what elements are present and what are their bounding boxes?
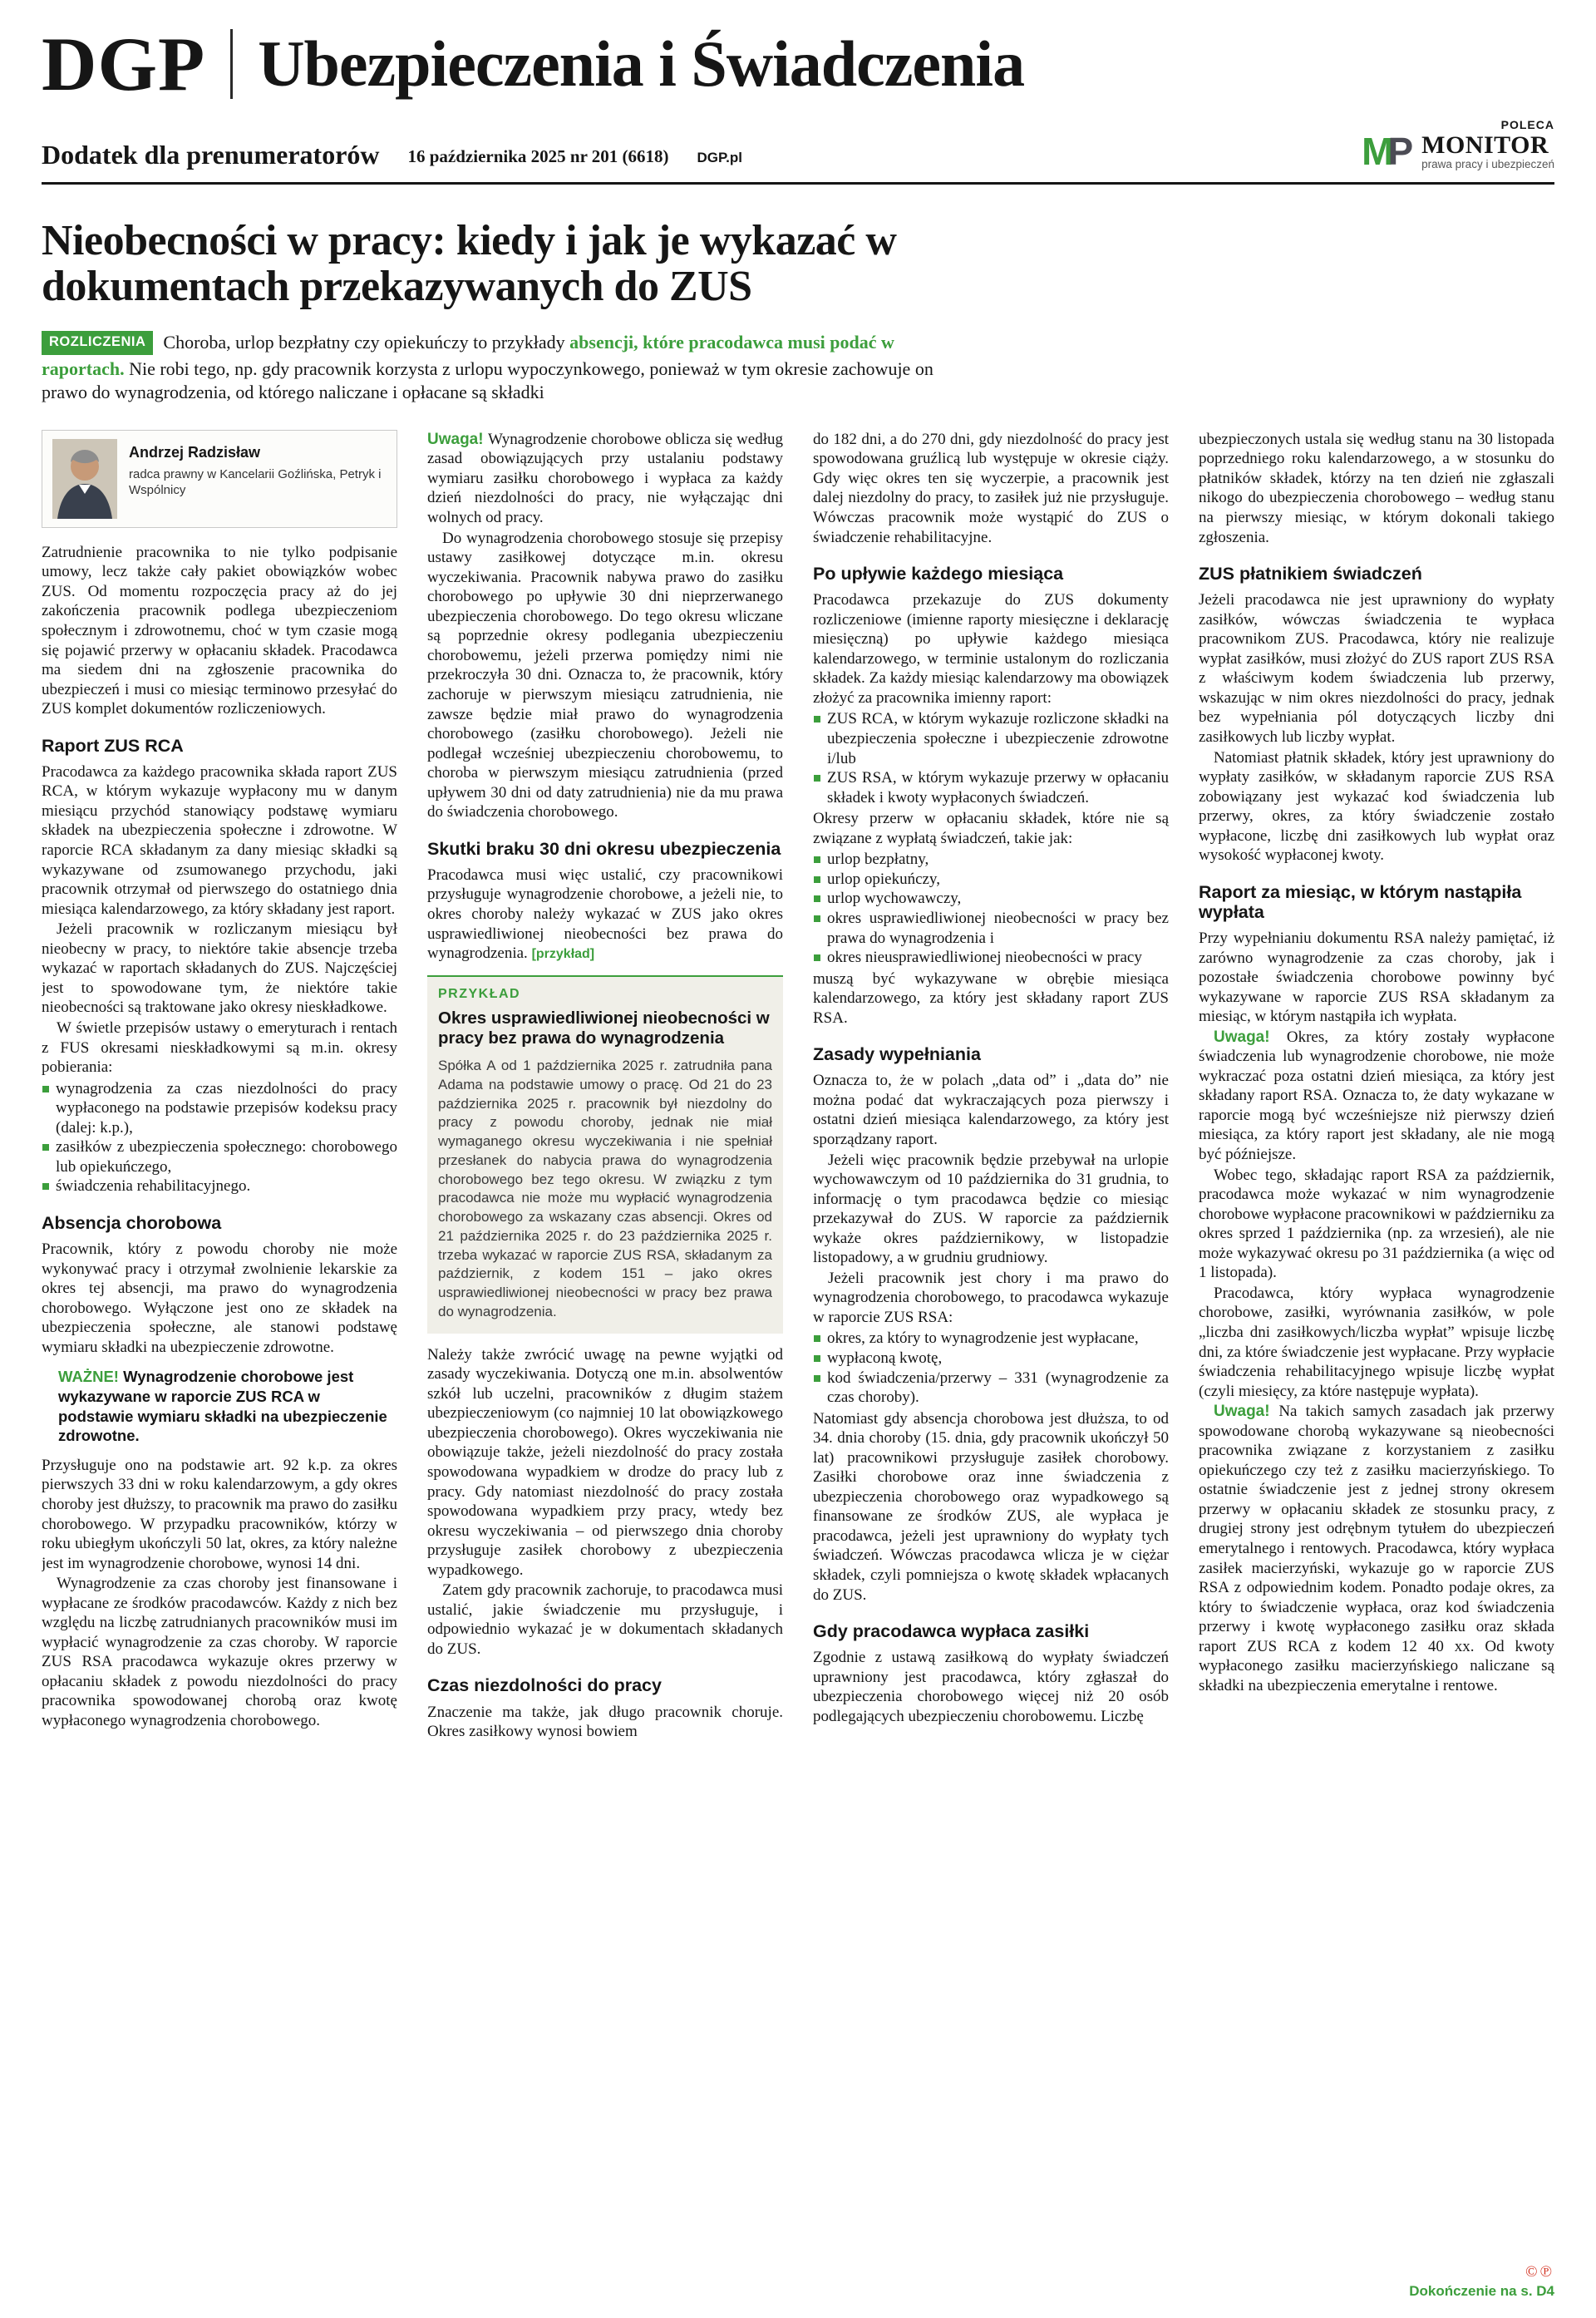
body-paragraph: Jeżeli więc pracownik będzie przebywał na urlopie wychowawczym od 10 października do 31 grudnia, to informację o tym pracodawca będzie co miesiąc przekazywał do ZUS. W raporcie za październik wykaże okres październikowy, w listopadzie listopadowy, a w grudniu grudniowy. <box>813 1151 1169 1267</box>
body-paragraph: Wobec tego, składając raport RSA za październik, pracodawca może wykazać w nim wynagrodzenie chorobowe wypłacone pracownikowi w październiku za okres sprzed 1 października (np. za wrzesień), ale nie może wykazywać okresu po 31 października (a więc od 1 listopada). <box>1199 1166 1554 1282</box>
masthead-divider <box>230 29 233 99</box>
page-footer <box>1409 2263 1554 2300</box>
website-label: DGP.pl <box>697 150 743 165</box>
bullet-item: zasiłków z ubezpieczenia społecznego: chorobowego lub opiekuńczego, <box>42 1137 397 1176</box>
body-paragraph: Zatrudnienie pracownika to nie tylko podpisanie umowy, lecz także cały pakiet obowiązków wobec ZUS. Od momentu rozpoczęcia pracy aż do jej zakończenia pracownik podlega ubezpieczeniom społecznym i zdrowotnemu, choć w tym czasie mogą się pojawić przerwy w opłacaniu składek. Pracodawca ma siedem dni na zgłoszenie pracownika do ubezpieczeń i musi co miesiąc terminowo przesyłać do ZUS komplet dokumentów rozliczeniowych. <box>42 543 397 718</box>
article-column-2 <box>427 430 783 2296</box>
masthead <box>42 20 1554 108</box>
body-paragraph: Do wynagrodzenia chorobowego stosuje się przepisy ustawy zasiłkowej dotyczące m.in. okresu wyczekiwania. Pracownik nabywa prawo do zasiłku chorobowego po upływie 30 dni nieprzerwanego ubezpieczenia chorobowego. Do tego okresu wliczane są poprzednie okresy podlegania ubezpieczeniu chorobowemu, jeżeli przerwa pomiędzy nimi nie przekroczyła 30 dni. Oznacza to, że pracownik, który zachoruje w pierwszym miesiącu zatrudnienia, nie zawsze będzie miał prawo do wynagrodzenia chorobowego (zasiłku chorobowego). Jeżeli nie podlegał wcześniej ubezpieczeniu chorobowemu, to choroba w pierwszym miesiącu zatrudnienia (przed upływem 30 dni od daty zatrudnienia) nie da mu prawa do świadczenia chorobowego. <box>427 529 783 821</box>
article-column-1 <box>42 430 397 2296</box>
monitor-logo-p-letter: P <box>1387 129 1414 173</box>
monitor-subtitle: prawa pracy i ubezpieczeń <box>1421 158 1554 170</box>
section-heading: ZUS płatnikiem świadczeń <box>1199 564 1422 584</box>
example-title: Okres usprawiedliwionej nieobecności w pracy bez prawa do wynagrodzenia <box>438 1008 770 1048</box>
body-paragraph: Natomiast płatnik składek, który jest uprawniony do wypłaty zasiłków, w składanym raporcie ZUS RSA zobowiązany jest wykazać kod świadczenia lub przerwy, okres, za który świadczenie zostało wypłacone, liczbę dni zasiłkowych lub wypłat oraz wysokość wypłaconej kwoty. <box>1199 748 1554 865</box>
author-name: Andrzej Radzisław <box>129 443 261 461</box>
bullet-list <box>42 1079 397 1196</box>
body-paragraph: Pracodawca przekazuje do ZUS dokumenty rozliczeniowe (imienne raporty miesięczne i deklarację miesięczną) po upływie każdego miesiąca kalendarzowego, w terminie ustalonym do rozliczania składek. Za każdy miesiąc kalendarzowy ma obowiązek złożyć za pracownika imienny raport: <box>813 591 1169 707</box>
section-heading: Skutki braku 30 dni okresu ubezpieczenia <box>427 838 781 859</box>
editor-note: Uwaga! Okres, za który zostały wypłacone świadczenia lub wynagrodzenie chorobowe, nie może wykraczać poza ostatni dzień miesiąca, za który jest składany raport RSA. Oznacza to, że daty wykazane w raporcie mogą być wcześniejsze niż pierwszy dzień miesiąca, za który raport jest składany, ale nie mogą być późniejsze. <box>1199 1028 1554 1164</box>
body-paragraph: muszą być wykazywane w obrębie miesiąca kalendarzowego, za który jest składany raport ZUS RSA. <box>813 969 1169 1027</box>
example-box <box>427 975 783 1334</box>
rights-icons <box>1409 2263 1554 2281</box>
issue-meta-row <box>42 118 1554 173</box>
bullet-item: urlop wychowawczy, <box>813 889 1169 909</box>
body-paragraph: Jeżeli pracownik w rozliczanym miesiącu był nieobecny w pracy, to niektóre takie absencje trzeba wykazać w raportach składanych do ZUS. Najczęściej jest to spowodowane tym, że niektóre takie nieobecności są traktowane jako okresy nieskładkowe. <box>42 920 397 1017</box>
monitor-logo-m-letter: M <box>1362 129 1394 173</box>
body-paragraph: Zatem gdy pracownik zachoruje, to pracodawca musi ustalić, jakie świadczenie mu przysługuje, i odpowiednio wykazać je w dokumentach składanych do ZUS. <box>427 1581 783 1658</box>
monitor-name: MONITOR <box>1421 131 1549 159</box>
section-heading: Absencja chorobowa <box>42 1212 222 1233</box>
article-lead <box>42 331 977 405</box>
note-label: Uwaga! <box>1214 1028 1287 1046</box>
example-reference: [przykład] <box>531 947 595 962</box>
example-text: Spółka A od 1 października 2025 r. zatrudniła pana Adama na podstawie umowy o pracę. Od 21 do 23 października 2025 r. pracownik był niezdolny do pracy z powodu choroby, jednak nie miał wymaganego okresu wyczekiwania i nie spełniał przesłanek do nabycia prawa do wynagrodzenia chorobowego bez tego okresu. W związku z tym pracodawca nie może mu wypłacić wynagrodzenia chorobowego za wskazany czas absencji. Okres od 21 października 2025 r. do 23 października 2025 r. trzeba wykazać w raporcie ZUS RSA, składanym za październik, z kodem 151 – jako okres usprawiedliwionej nieobecności w pracy bez prawa do wynagrodzenia. <box>438 1057 772 1319</box>
body-paragraph: Należy także zwrócić uwagę na pewne wyjątki od zasady wyczekiwania. Dotyczą one m.in. absolwentów szkół lub uczelni, pracowników z długim stażem ubezpieczeniowym (co najmniej 10 lat obowiązkowego ubezpieczenia chorobowego). Okres wyczekiwania nie obowiązuje także, jeżeli niezdolność do pracy została spowodowana wypadkiem w drodze do pracy lub z pracy. Gdy natomiast niezdolność do pracy została spowodowana wypadkiem przy pracy, wtedy bez okresu wyczekiwania – od pierwszego dnia choroby przysługuje zasiłek chorobowy z ubezpieczenia wypadkowego. <box>427 1345 783 1579</box>
body-paragraph: ubezpieczonych ustala się według stanu na 30 listopada poprzedniego roku kalendarzowego, a w stosunku do płatników składek, którzy na ten dzień nie zgłaszali nikogo do ubezpieczenia chorobowego – według stanu na pierwszy miesiąc, w którym dokonali takiego zgłoszenia. <box>1199 430 1554 546</box>
body-paragraph: Jeżeli pracodawca nie jest uprawniony do wypłaty zasiłków, wówczas świadczenia te wypłaca pracownikom ZUS. Pracodawca, który nie realizuje wypłat zasiłków, musi złożyć do ZUS raport ZUS RSA z właściwym kodem świadczenia lub przerwy, wskazując w nim okres niezdolności do pracy, jednak bez wypełniania pól dotyczących liczby dni zasiłkowych lub liczby wypłat. <box>1199 591 1554 747</box>
body-paragraph: Pracodawca, który wypłaca wynagrodzenie chorobowe, zasiłki, wyrównania zasiłków, w pole „liczba dni zasiłkowych/liczba wypłat” wpisuje liczbę dni, za które świadczenie jest wypłacane. Przy wypłacie świadczenia rehabilitacyjnego wpisuje liczbę wypłat (czyli miesięcy, za które następuje wypłata). <box>1199 1284 1554 1400</box>
column-blocks <box>1199 430 1554 1696</box>
column-blocks <box>42 543 397 1731</box>
author-box <box>42 430 397 528</box>
important-note: WAŻNE! Wynagrodzenie chorobowe jest wykazywane w raporcie ZUS RCA w podstawie wymiaru składki na ubezpieczenie zdrowotne. <box>58 1368 387 1445</box>
note-label: Uwaga! <box>427 430 488 448</box>
body-paragraph: Przy wypełnianiu dokumentu RSA należy pamiętać, iż zarówno wynagrodzenie za czas choroby, jak i pozostałe świadczenia chorobowe powinny być wykazywane w raporcie ZUS RSA składanym za miesiąc, w którym nastąpiła ich wypłata. <box>1199 930 1554 1026</box>
copyright-icon: © <box>1525 2263 1540 2281</box>
note-label: Uwaga! <box>1214 1403 1279 1421</box>
subscriber-note: Dodatek dla prenumeratorów <box>42 140 380 170</box>
editor-note: Uwaga! Wynagrodzenie chorobowe oblicza się według zasad obowiązujących przy ustalaniu podstawy wymiaru zasiłku chorobowego i wypłaca za każdy dzień niezdolności do pracy, nie wyłączając dni wolnych od pracy. <box>427 430 783 527</box>
section-heading: Czas niezdolności do pracy <box>427 1675 662 1696</box>
bullet-list <box>813 709 1169 807</box>
body-paragraph: Oznacza to, że w polach „data od” i „data do” nie można podać dat wykraczających poza pierwszy i ostatni dzień miesiąca kalendarzowego, za który jest sporządzany raport. <box>813 1072 1169 1148</box>
body-paragraph: Okresy przerw w opłacaniu składek, które nie są związane z wypłatą świadczeń, takie jak: <box>813 810 1169 847</box>
monitor-logo <box>1362 129 1554 173</box>
body-paragraph: W świetle przepisów ustawy o emeryturach i rentach z FUS okresami nieskładkowymi są m.in. okresy pobierania: <box>42 1018 397 1077</box>
body-paragraph: Przysługuje ono na podstawie art. 92 k.p. za okres pierwszych 33 dni w roku kalendarzowym, a gdy okres choroby jest dłuższy, to pracownik ma prawo do zasiłku chorobowego. W przypadku pracowników, którzy w roku ubiegłym ukończyli 50 lat, okres, za który należne jest im wynagrodzenie chorobowe, wynosi 14 dni. <box>42 1456 397 1572</box>
bullet-list <box>813 850 1169 967</box>
bullet-item: urlop opiekuńczy, <box>813 870 1169 890</box>
section-heading: Po upływie każdego miesiąca <box>813 564 1064 584</box>
section-heading: Zasady wypełniania <box>813 1044 981 1065</box>
bullet-item: świadczenia rehabilitacyjnego. <box>42 1176 397 1196</box>
important-label: WAŻNE! <box>58 1368 124 1386</box>
author-photo <box>52 439 117 519</box>
lead-text-pre: Choroba, urlop bezpłatny czy opiekuńczy to przykłady <box>163 332 570 353</box>
bullet-item: wypłaconą kwotę, <box>813 1349 1169 1369</box>
body-paragraph: Natomiast gdy absencja chorobowa jest dłuższa, to od 34. dnia choroby (15. dnia, gdy pracownik ukończył 50 lat) pracownikowi przysługuje zasiłek chorobowy. Zasiłki chorobowe oraz inne świadczenia z ubezpieczenia chorobowego oraz wypadkowego są finansowane ze środków ZUS, ale wypłaca je pracodawca, jeżeli jest uprawniony do wypłaty tych świadczeń. Wówczas pracodawca wlicza je w ciężar składek, czyli pomniejsza o kwotę składek wpłacanych do ZUS. <box>813 1409 1169 1604</box>
body-paragraph: do 182 dni, a do 270 dni, gdy niezdolność do pracy jest spowodowana gruźlicą lub występuje w okresie ciąży. Gdy więc okres ten się wyczerpie, a pracownik jest dalej niezdolny do pracy, to zasiłek już nie przysługuje. Wówczas pracownik może wystąpić do ZUS o świadczenie rehabilitacyjne. <box>813 430 1169 546</box>
section-heading: Gdy pracodawca wypłaca zasiłki <box>813 1621 1090 1642</box>
body-paragraph: Wynagrodzenie za czas choroby jest finansowane i wypłacane ze środków pracodawców. Każdy z nich bez względu na liczbę zatrudnianych pracowników musi im wypłacić wynagrodzenie za czas choroby. W raporcie ZUS RSA pracodawca wykazuje okres przerwy w opłacaniu składek z powodu niezdolności do pracy pracownika spowodowanej chorobą oraz kwotę wypłaconego wynagrodzenia chorobowego. <box>42 1575 397 1730</box>
body-paragraph: Zgodnie z ustawą zasiłkową do wypłaty świadczeń uprawniony jest pracodawca, który zgłaszał do ubezpieczenia chorobowego więcej niż 20 osób podlegających ubezpieczeniu chorobowemu. Liczbę <box>813 1649 1169 1725</box>
body-paragraph: Pracodawca za każdego pracownika składa raport ZUS RCA, w którym wykazuje wypłacony mu w danym miesiącu przychód stanowiący podstawę wymiaru składek na ubezpieczenia społeczne i zdrowotne. W raporcie RCA składanym za dany miesiąc składki są wykazywane od zsumowanego przychodu, jaki pracownik otrzymał od pierwszego do ostatniego dnia miesiąca kalendarzowego, za który składany jest raport. <box>42 762 397 918</box>
bullet-item: okres usprawiedliwionej nieobecności w pracy bez prawa do wynagrodzenia i <box>813 909 1169 948</box>
bullet-item: okres, za który to wynagrodzenie jest wypłacane, <box>813 1329 1169 1349</box>
article-column-3 <box>813 430 1169 2296</box>
column-blocks <box>813 430 1169 1727</box>
body-paragraph: Pracownik, który z powodu choroby nie może wykonywać pracy i otrzymał zwolnienie lekarskie za okres tej absencji, ma prawo do wynagrodzenia chorobowego. Wyłączone jest ono ze składek na ubezpieczenia społeczne, ale stanowi podstawę wymiaru składki na ubezpieczenie zdrowotne. <box>42 1240 397 1356</box>
article-column-4 <box>1199 430 1554 2296</box>
header-rule <box>42 182 1554 185</box>
bullet-item: ZUS RSA, w którym wykazuje przerwy w opłacaniu składek i kwoty wypłaconych świadczeń. <box>813 768 1169 807</box>
bullet-item: urlop bezpłatny, <box>813 850 1169 870</box>
section-heading: Raport ZUS RCA <box>42 735 184 756</box>
editor-note: Uwaga! Na takich samych zasadach jak przerwy spowodowane chorobą wykazywane są nieobecności pracownika związane z korzystaniem z zasiłku opiekuńczego czy też z zasiłku macierzyńskiego. To ostatnie świadczenie jest z jednej strony okresem przerwy w opłacaniu składek ze stosunku pracy, z drugiej strony jest odrębnym tytułem do ubezpieczeń emerytalnego i rentowych. Pracodawca, który wypłaca zasiłek macierzyński, wykazuje go w raporcie ZUS RSA z odpowiednim kodem. Ponadto podaje okres, za który to świadczenie wypłaca, oraz kod świadczenia przerwy i kwotę wypłaconego zasiłku oraz składa raport ZUS RCA z kodem 12 40 xx. Od kwoty wypłaconego zasiłku macierzyńskiego naliczane są składki na ubezpieczenia emerytalne i rentowe. <box>1199 1403 1554 1694</box>
author-role: radca prawny w Kancelarii Goźlińska, Petryk i Wspólnicy <box>129 466 382 498</box>
continuation-note: Dokończenie na s. D4 <box>1409 2283 1554 2299</box>
poleca-label: POLECA <box>1500 118 1554 131</box>
bullet-item: kod świadczenia/przerwy – 331 (wynagrodzenie za czas choroby). <box>813 1369 1169 1408</box>
lead-text-highlight: absencji, które pracodawca musi podać w raportach. <box>42 332 894 379</box>
article-body <box>42 430 1554 2296</box>
bullet-list <box>813 1329 1169 1407</box>
monitor-logo-text <box>1421 133 1554 170</box>
section-kicker: ROZLICZENIA <box>42 331 153 354</box>
lead-text-post: Nie robi tego, np. gdy pracownik korzysta z urlopu wypoczynkowego, ponieważ w tym okresie zachowuje on prawo do wynagrodzenia, od którego naliczane i opłacane są składki <box>42 358 933 403</box>
phonogram-rights-icon: ℗ <box>1539 2263 1554 2281</box>
bullet-item: ZUS RCA, w którym wykazuje rozliczone składki na ubezpieczenia społeczne i ubezpieczenie zdrowotne i/lub <box>813 709 1169 768</box>
partner-block <box>1362 118 1554 173</box>
author-text <box>129 439 387 499</box>
body-paragraph: Jeżeli pracownik jest chory i ma prawo do wynagrodzenia chorobowego, to pracodawca wykazuje w raporcie ZUS RSA: <box>813 1269 1169 1326</box>
article-headline: Nieobecności w pracy: kiedy i jak je wykazać w dokumentach przekazywanych do ZUS <box>42 217 897 311</box>
section-heading: Raport za miesiąc, w którym nastąpiła wypłata <box>1199 881 1522 922</box>
column-blocks <box>427 430 783 1742</box>
example-label: PRZYKŁAD <box>438 986 521 1001</box>
bullet-item: wynagrodzenia za czas niezdolności do pracy wypłaconego na podstawie przepisów kodeksu pracy (dalej: k.p.), <box>42 1079 397 1138</box>
dgp-logo: DGP <box>42 22 206 106</box>
supplement-title: Ubezpieczenia i Świadczenia <box>258 27 1025 100</box>
issue-info: 16 października 2025 nr 201 (6618) <box>407 146 669 166</box>
bullet-item: okres nieusprawiedliwionej nieobecności w pracy <box>813 948 1169 968</box>
body-paragraph: Pracodawca musi więc ustalić, czy pracownikowi przysługuje wynagrodzenie chorobowe, a jeżeli nie, to okres choroby należy wykazać w ZUS jako okres usprawiedliwionej nieobecności bez prawa do wynagrodzenia. [przykład] <box>427 866 783 963</box>
body-paragraph: Znaczenie ma także, jak długo pracownik choruje. Okres zasiłkowy wynosi bowiem <box>427 1703 783 1741</box>
